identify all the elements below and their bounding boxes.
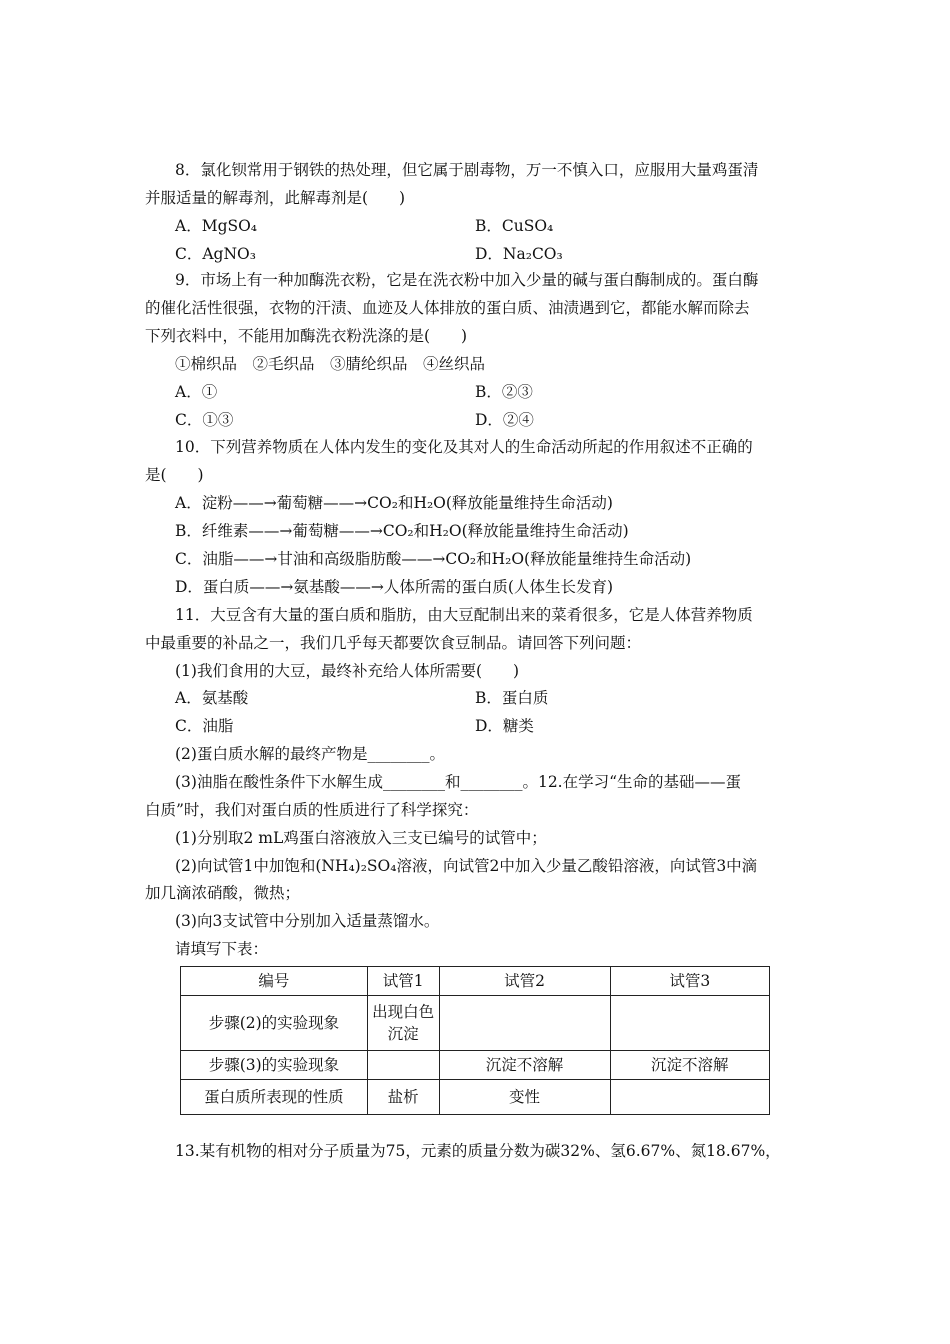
q11-option-d: D．糖类 [475, 717, 534, 735]
q11-option-c: C．油脂 [175, 717, 234, 735]
q11-sub1: (1)我们食用的大豆，最终补充给人体所需要( ) [175, 662, 520, 680]
table-cell [610, 996, 769, 1051]
table-cell: 沉淀不溶解 [439, 1051, 610, 1080]
q12-step1: (1)分别取2 mL鸡蛋白溶液放入三支已编号的试管中； [175, 829, 547, 847]
q9-items: ①棉织品 ②毛织品 ③腈纶织品 ④丝织品 [175, 355, 486, 373]
q8-option-a: A．MgSO₄ [175, 217, 258, 235]
q9-option-b: B．②③ [475, 383, 533, 401]
q10-stem-line1: 10．下列营养物质在人体内发生的变化及其对人的生命活动所起的作用叙述不正确的 [175, 438, 753, 456]
q8-stem-line1: 8．氯化钡常用于钢铁的热处理，但它属于剧毒物，万一不慎入口，应服用大量鸡蛋清 [175, 161, 759, 179]
q9-option-c: C．①③ [175, 411, 234, 429]
q12-fill-instruction: 请填写下表： [175, 940, 269, 958]
table-cell [439, 996, 610, 1051]
q8-option-b: B．CuSO₄ [475, 217, 554, 235]
q8-option-d: D．Na₂CO₃ [475, 245, 563, 263]
table-row [181, 996, 770, 1051]
q12-step2-line1: (2)向试管1中加饱和(NH₄)₂SO₄溶液，向试管2中加入少量乙酸铅溶液，向试管3中滴 [175, 857, 758, 875]
table-cell: 步骤(2)的实验现象 [181, 996, 368, 1051]
table-cell: 蛋白质所表现的性质 [181, 1080, 368, 1115]
table-cell [367, 1051, 439, 1080]
q11-sub2: (2)蛋白质水解的最终产物是________。 [175, 745, 445, 763]
table-header-row [181, 967, 770, 996]
q9-stem-line3: 下列衣料中，不能用加酶洗衣粉洗涤的是( ) [145, 327, 468, 345]
q10-option-c: C．油脂——→甘油和高级脂肪酸——→CO₂和H₂O(释放能量维持生命活动) [175, 550, 692, 568]
table-cell: 盐析 [367, 1080, 439, 1115]
q9-option-d: D．②④ [475, 411, 534, 429]
q11-stem-line2: 中最重要的补品之一，我们几乎每天都要饮食豆制品。请回答下列问题： [145, 634, 642, 652]
q8-option-c: C．AgNO₃ [175, 245, 256, 263]
q13-stem-line1: 13.某有机物的相对分子质量为75，元素的质量分数为碳32%、氢6.67%、氮18.67%， [175, 1142, 781, 1160]
table-cell: 沉淀不溶解 [610, 1051, 769, 1080]
table-cell [610, 1080, 769, 1115]
q12-step2-line2: 加几滴浓硝酸，微热； [145, 884, 301, 902]
q9-stem-line1: 9．市场上有一种加酶洗衣粉，它是在洗衣粉中加入少量的碱与蛋白酶制成的。蛋白酶 [175, 271, 759, 289]
q11-sub3: (3)油脂在酸性条件下水解生成________和________。12.在学习“生命的基础——蛋 [175, 773, 742, 791]
q8-stem-line2: 并服适量的解毒剂，此解毒剂是( ) [145, 189, 406, 207]
q12-stem-line1: 白质”时，我们对蛋白质的性质进行了科学探究： [145, 801, 479, 819]
q11-option-b: B．蛋白质 [475, 689, 549, 707]
q9-stem-line2: 的催化活性很强，衣物的汗渍、血迹及人体排放的蛋白质、油渍遇到它，都能水解而除去 [145, 299, 750, 317]
table-header-cell: 试管1 [367, 967, 439, 996]
table-cell: 步骤(3)的实验现象 [181, 1051, 368, 1080]
q10-option-d: D．蛋白质——→氨基酸——→人体所需的蛋白质(人体生长发育) [175, 578, 613, 596]
table-cell: 变性 [439, 1080, 610, 1115]
table-header-cell: 试管2 [439, 967, 610, 996]
table-header-cell: 试管3 [610, 967, 769, 996]
table-row [181, 1080, 770, 1115]
table-cell: 出现白色沉淀 [367, 996, 439, 1051]
q10-option-a: A．淀粉——→葡萄糖——→CO₂和H₂O(释放能量维持生命活动) [175, 494, 613, 512]
q9-option-a: A．① [175, 383, 218, 401]
q10-stem-line2: 是( ) [145, 466, 204, 484]
table-row [181, 1051, 770, 1080]
q11-option-a: A．氨基酸 [175, 689, 249, 707]
q12-step3: (3)向3支试管中分别加入适量蒸馏水。 [175, 912, 440, 930]
q10-option-b: B．纤维素——→葡萄糖——→CO₂和H₂O(释放能量维持生命活动) [175, 522, 629, 540]
q11-stem-line1: 11．大豆含有大量的蛋白质和脂肪，由大豆配制出来的菜肴很多，它是人体营养物质 [175, 606, 753, 624]
results-table [180, 966, 770, 1115]
table-header-cell: 编号 [181, 967, 368, 996]
